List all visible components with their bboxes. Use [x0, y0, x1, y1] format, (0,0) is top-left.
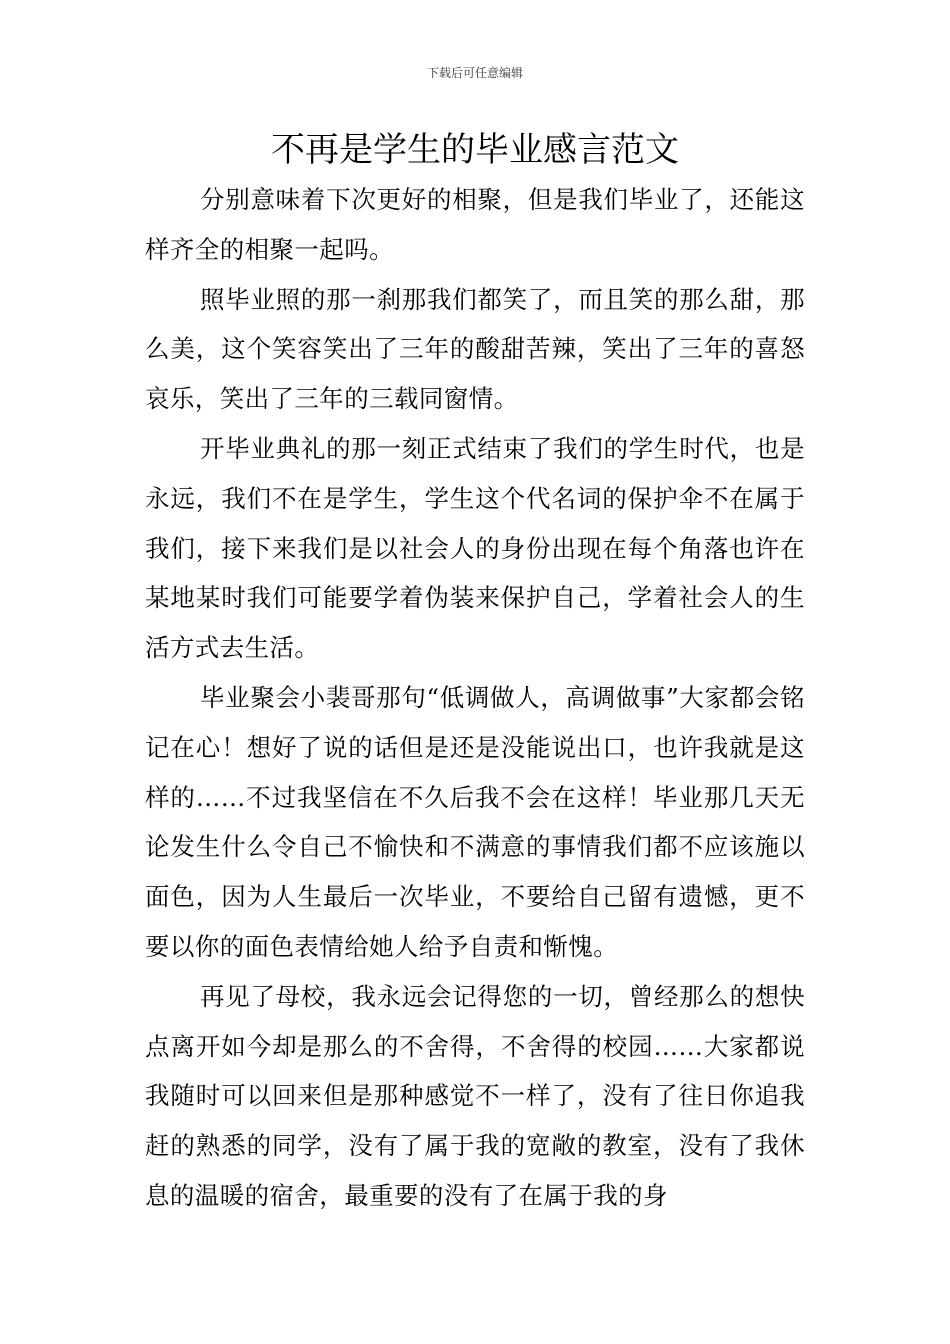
document-title: 不再是学生的毕业感言范文	[271, 130, 679, 170]
paragraph-5: 再见了母校，我永远会记得您的一切，曾经那么的想快点离开如今却是那么的不舍得，不舍得的校园……大家都说我随时可以回来但是那种感觉不一样了，没有了往日你追我赶的熟悉的同学，没有了属于我的宽敞的教室，没有了我休息的温暖的宿舍，最重要的没有了在属于我的身	[145, 981, 805, 1210]
paragraph-4: 毕业聚会小裴哥那句“低调做人，高调做事”大家都会铭记在心！想好了说的话但是还是没能说出口，也许我就是这样的……不过我坚信在不久后我不会在这样！毕业那几天无论发生什么令自己不愉快和不满意的事情我们都不应该施以面色，因为人生最后一次毕业，不要给自己留有遗憾，更不要以你的面色表情给她人给予自责和惭愧。	[145, 682, 805, 961]
header-note: 下载后可任意编辑	[426, 66, 523, 80]
document-body	[145, 175, 805, 1221]
paragraph-2: 照毕业照的那一刹那我们都笑了，而且笑的那么甜，那么美，这个笑容笑出了三年的酸甜苦辣，笑出了三年的喜怒哀乐，笑出了三年的三载同窗情。	[145, 284, 805, 414]
paragraph-1: 分别意味着下次更好的相聚，但是我们毕业了，还能这样齐全的相聚一起吗。	[145, 185, 805, 264]
paragraph-3: 开毕业典礼的那一刻正式结束了我们的学生时代，也是永远，我们不在是学生，学生这个代名词的保护伞不在属于我们，接下来我们是以社会人的身份出现在每个角落也许在某地某时我们可能要学着伪装来保护自己，学着社会人的生活方式去生活。	[145, 433, 805, 663]
